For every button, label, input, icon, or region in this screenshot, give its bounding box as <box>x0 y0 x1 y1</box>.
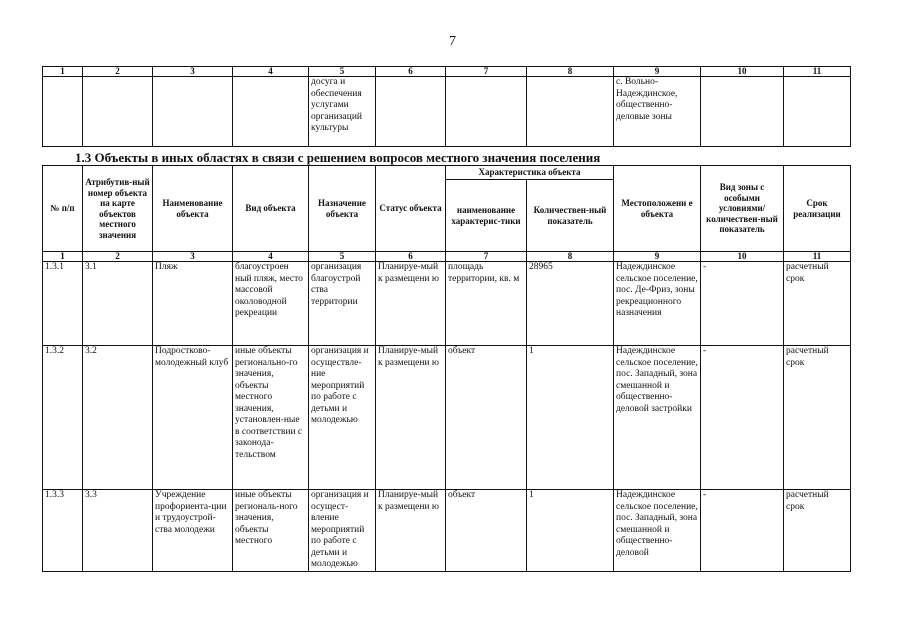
row-attr: 3.1 <box>83 262 153 346</box>
column-number-row <box>43 252 851 262</box>
row-status: Планируе-мый к размещени ю <box>376 262 446 346</box>
row-char-name: объект <box>446 346 527 490</box>
row-char-value: 28965 <box>527 262 614 346</box>
header-num: № п/п <box>43 166 83 252</box>
row-type: иные объекты регионально-го значения, объекты местного значения, установлен-ные в соответствии с законода-тельством <box>233 346 309 490</box>
col-number: 2 <box>83 67 153 77</box>
table-row <box>43 346 851 490</box>
row-type: благоустроен ный пляж, место массовой околоводной рекреации <box>233 262 309 346</box>
header-attr-number: Атрибутив-ный номер объекта на карте объектов местного значения <box>83 166 153 252</box>
header-name: Наименование объекта <box>153 166 233 252</box>
row-location: Надеждинское сельское поселение, пос. Де-Фриз, зоны рекреационного назначения <box>614 262 701 346</box>
table-row <box>43 77 851 147</box>
row-char-value: 1 <box>527 490 614 572</box>
row-attr: 3.2 <box>83 346 153 490</box>
header-characteristic: Характеристика объекта <box>446 166 614 180</box>
column-number-row <box>43 67 851 77</box>
row-term: расчетный срок <box>784 490 851 572</box>
col-number: 10 <box>701 67 784 77</box>
col-number: 9 <box>614 252 701 262</box>
col-number: 3 <box>153 67 233 77</box>
row-location: Надеждинское сельское поселение, пос. Западный, зона смешанной и общественно-деловой застройки <box>614 346 701 490</box>
col-number: 11 <box>784 252 851 262</box>
col-number: 10 <box>701 252 784 262</box>
row-type: иные объекты региональ-ного значения, объекты местного <box>233 490 309 572</box>
col-number: 8 <box>527 67 614 77</box>
col-number: 5 <box>309 67 376 77</box>
table-row <box>43 262 851 346</box>
row-char-value: 1 <box>527 346 614 490</box>
row-num: 1.3.1 <box>43 262 83 346</box>
row-zone: - <box>701 262 784 346</box>
header-status: Статус объекта <box>376 166 446 252</box>
header-purpose: Назначение объекта <box>309 166 376 252</box>
row-status: Планируе-мый к размещени ю <box>376 490 446 572</box>
row-zone: - <box>701 490 784 572</box>
header-term: Срок реализации <box>784 166 851 252</box>
purpose-cell: досуга и обеспечения услугами организаций культуры <box>309 77 376 147</box>
col-number: 7 <box>446 252 527 262</box>
row-status: Планируе-мый к размещени ю <box>376 346 446 490</box>
header-location: Местоположени е объекта <box>614 166 701 252</box>
col-number: 11 <box>784 67 851 77</box>
row-num: 1.3.2 <box>43 346 83 490</box>
row-term: расчетный срок <box>784 262 851 346</box>
row-attr: 3.3 <box>83 490 153 572</box>
continued-table <box>42 66 851 147</box>
col-number: 9 <box>614 67 701 77</box>
row-zone: - <box>701 346 784 490</box>
col-number: 4 <box>233 252 309 262</box>
col-number: 6 <box>376 252 446 262</box>
row-purpose: организация благоустрой ства территории <box>309 262 376 346</box>
row-char-name: площадь территории, кв. м <box>446 262 527 346</box>
row-name: Пляж <box>153 262 233 346</box>
row-purpose: организация и осущест-вление мероприятий по работе с детьми и молодежью <box>309 490 376 572</box>
col-number: 4 <box>233 67 309 77</box>
col-number: 5 <box>309 252 376 262</box>
row-name: Учреждение профориента-ции и трудоустрой-ства молодежи <box>153 490 233 572</box>
row-num: 1.3.3 <box>43 490 83 572</box>
col-number: 2 <box>83 252 153 262</box>
row-name: Подростково-молодежный клуб <box>153 346 233 490</box>
col-number: 1 <box>43 67 83 77</box>
objects-table <box>42 165 851 572</box>
col-number: 1 <box>43 252 83 262</box>
col-number: 7 <box>446 67 527 77</box>
col-number: 8 <box>527 252 614 262</box>
header-zone: Вид зоны с особыми условиями/ количествен-ный показатель <box>701 166 784 252</box>
page-number: 7 <box>449 34 456 49</box>
table-row <box>43 490 851 572</box>
col-number: 6 <box>376 67 446 77</box>
row-term: расчетный срок <box>784 346 851 490</box>
location-cell: с. Вольно-Надеждинское, общественно-деловые зоны <box>614 77 701 147</box>
header-char-value: Количествен-ный показатель <box>527 180 614 252</box>
header-row <box>43 166 851 180</box>
row-purpose: организация и осуществле-ние мероприятий по работе с детьми и молодежью <box>309 346 376 490</box>
col-number: 3 <box>153 252 233 262</box>
header-type: Вид объекта <box>233 166 309 252</box>
row-char-name: объект <box>446 490 527 572</box>
row-location: Надеждинское сельское поселение, пос. Западный, зона смешанной и общественно-деловой <box>614 490 701 572</box>
section-title: 1.3 Объекты в иных областях в связи с решением вопросов местного значения поселения <box>75 150 601 165</box>
header-char-name: наименование характерис-тики <box>446 180 527 252</box>
